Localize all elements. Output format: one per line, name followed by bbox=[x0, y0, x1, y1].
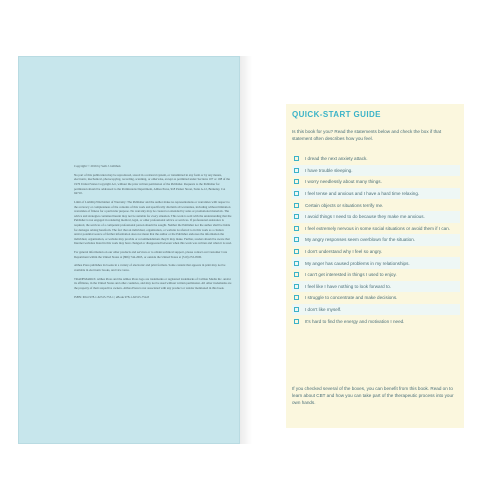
disclaimer-paragraph: Limit of Liability/Disclaimer of Warranty: The Publisher and the author make no representations or warranties with respect to the accuracy or completeness of the contents of this work and specifically disclaim all warranties, including without limitation warranties of fitness for a particular purpose. No warranty may be created or extended by sales or promotional materials. The advice and strategies contained herein may not be suitable for every situation. This work is sold with the understanding that the Publisher is not engaged in rendering medical, legal, or other professional advice or services. If professional assistance is required, the services of a competent professional person should be sought. Neither the Publisher nor the author shall be liable for damages arising herefrom. The fact that an individual, organization, or website is referred to in this work as a citation and/or potential source of further information does not mean that the author or the Publisher endorses the information the individual, organization, or website may provide or recommendations they/it may make. Further, readers should be aware that Internet websites listed in this work may have changed or disappeared between when this work was written and when it is read. bbox=[74, 199, 232, 246]
checklist-item-label: I can't get interested in things I used to enjoy. bbox=[305, 272, 397, 278]
checkbox[interactable] bbox=[294, 203, 299, 208]
checklist-item-label: I feel tense and anxious and I have a hard time relaxing. bbox=[305, 191, 420, 197]
checkbox[interactable] bbox=[294, 214, 299, 219]
checklist-item bbox=[292, 292, 460, 304]
checklist-item bbox=[292, 188, 460, 200]
checklist-item-label: I have trouble sleeping. bbox=[305, 167, 353, 173]
checklist-item bbox=[292, 199, 460, 211]
checklist-item bbox=[292, 315, 460, 327]
quick-start-panel bbox=[286, 104, 464, 428]
checklist-item-label: I worry needlessly about many things. bbox=[305, 179, 382, 185]
checkbox[interactable] bbox=[294, 307, 299, 312]
quick-start-page bbox=[252, 56, 484, 444]
guide-outro: If you checked several of the boxes, you can benefit from this book. Read on to learn about CBT and how you can take part of the therapeutic process into your own hands. bbox=[292, 386, 454, 405]
checklist-item bbox=[292, 234, 460, 246]
checkbox[interactable] bbox=[294, 284, 299, 289]
checklist-item bbox=[292, 257, 460, 269]
checkbox[interactable] bbox=[294, 261, 299, 266]
checklist-item bbox=[292, 223, 460, 235]
book-spine-shadow bbox=[240, 56, 252, 444]
checkbox[interactable] bbox=[294, 272, 299, 277]
copyright-text-block bbox=[74, 164, 232, 304]
copyright-line: Copyright © 2016 by Seth J. Gillihan bbox=[74, 164, 121, 168]
checkbox[interactable] bbox=[294, 249, 299, 254]
checkbox[interactable] bbox=[294, 226, 299, 231]
customer-care-paragraph: For general information on our other products and services or to obtain technical support, please contact our Customer Care Department within the United States at (866) 744-2665, or outside the United States at (510) 253-0500. bbox=[74, 250, 228, 259]
rights-reserved-paragraph: No part of this publication may be reproduced, stored in a retrieval system, or transmitted in any form or by any means, electronic, mechanical, photocopying, recording, scanning, or otherwise, except as permitted under Sections 107 or 108 of the 1976 United States Copyright Act, without the prior written permission of the Publisher. Requests to the Publisher for permission should be addressed to the Permissions Department, Althea Press, 918 Parker Street, Suite A-12, Berkeley, CA 94710. bbox=[74, 172, 231, 196]
checklist-item-label: I dread the next anxiety attack. bbox=[305, 156, 368, 162]
copyright-page bbox=[18, 56, 240, 444]
checkbox[interactable] bbox=[294, 295, 299, 300]
checklist-item-label: It's hard to find the energy and motivation I need. bbox=[305, 318, 405, 324]
checklist-item-label: I don't understand why I feel so angry. bbox=[305, 249, 383, 255]
checklist-item bbox=[292, 211, 460, 223]
trademarks-paragraph: TRADEMARKS: Althea Press and the Althea Press logo are trademarks or registered trademarks of Callisto Media Inc. and/or its affiliates, in the United States and other countries, and may not be used without written permission. All other trademarks are the property of their respective owners. Althea Press is not associated with any product or vendor mentioned in this book. bbox=[74, 276, 232, 290]
checkbox[interactable] bbox=[294, 179, 299, 184]
checkbox[interactable] bbox=[294, 319, 299, 324]
checklist-item-label: I avoid things I need to do because they make me anxious. bbox=[305, 214, 425, 220]
checklist-item-label: I struggle to concentrate and make decisions. bbox=[305, 295, 398, 301]
checklist bbox=[292, 153, 460, 327]
checklist-item-label: I don't like myself. bbox=[305, 307, 342, 313]
checklist-item bbox=[292, 281, 460, 293]
checklist-item bbox=[292, 176, 460, 188]
checklist-item-label: My angry responses seem overblown for the situation. bbox=[305, 237, 416, 243]
checklist-item bbox=[292, 165, 460, 177]
checklist-item bbox=[292, 246, 460, 258]
checklist-item bbox=[292, 153, 460, 165]
checklist-item-label: I feel like I have nothing to look forward to. bbox=[305, 283, 392, 289]
guide-title: QUICK-START GUIDE bbox=[292, 110, 381, 119]
isbn-line: ISBN: Print 978-1-62315-753-1 | eBook 978-1-62315-754-8 bbox=[74, 294, 149, 299]
checklist-item-label: I feel extremely nervous in some social situations or avoid them if I can. bbox=[305, 225, 451, 231]
checklist-item-label: My anger has caused problems in my relationships. bbox=[305, 260, 410, 266]
guide-intro: Is this book for you? Read the statements below and check the box if that statement often describes how you feel. bbox=[292, 129, 442, 141]
formats-paragraph: Althea Press publishes its books in a variety of electronic and print formats. Some content that appears in print may not be available in electronic books, and vice versa. bbox=[74, 263, 226, 273]
checklist-item bbox=[292, 304, 460, 316]
checkbox[interactable] bbox=[294, 168, 299, 173]
checkbox[interactable] bbox=[294, 156, 299, 161]
checkbox[interactable] bbox=[294, 237, 299, 242]
checklist-item-label: Certain objects or situations terrify me. bbox=[305, 202, 384, 208]
checklist-item bbox=[292, 269, 460, 281]
checkbox[interactable] bbox=[294, 191, 299, 196]
